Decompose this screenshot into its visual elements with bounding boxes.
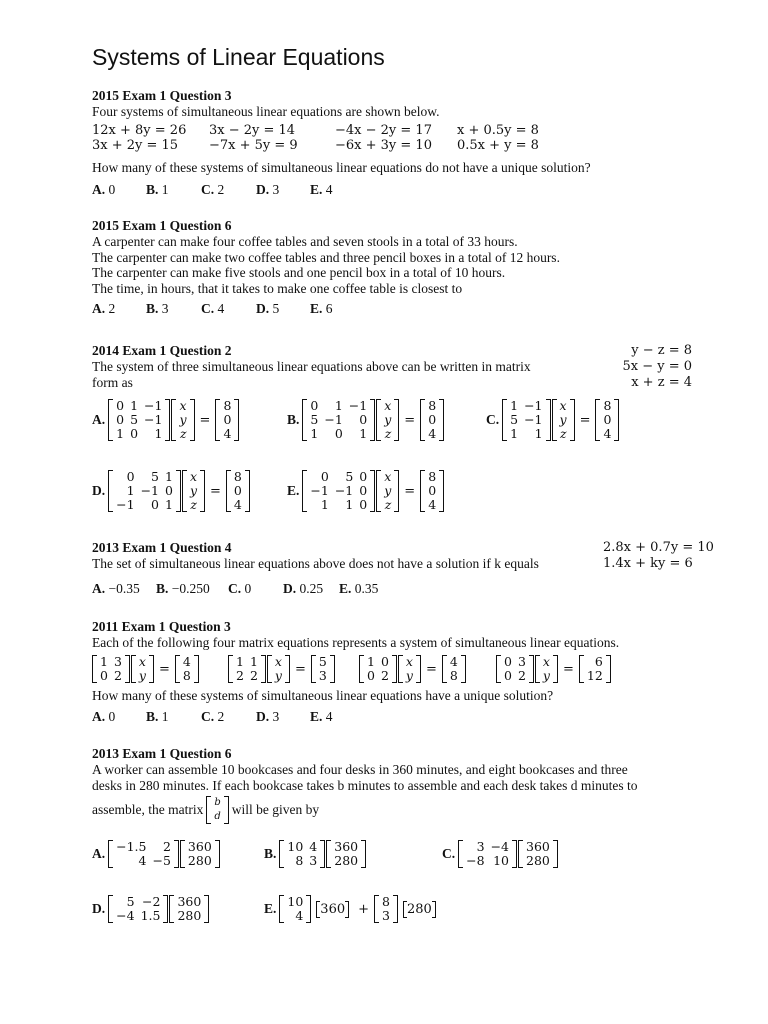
matrix-cell: −1	[144, 398, 163, 413]
equation: 3x − 2y = 14	[209, 123, 296, 138]
question-2014-q2	[92, 343, 531, 390]
option-c[interactable]: C. 0	[228, 581, 252, 596]
option-b[interactable]: B. 0 1 −1 5 −1 0 1 0 1 x y z = 8 0 4	[287, 399, 444, 441]
matrix-cell: y	[189, 483, 198, 498]
matrix-cell: 8	[223, 398, 232, 413]
matrix-cell: 4	[223, 426, 232, 441]
matrix-cell: 0	[367, 668, 375, 683]
matrix-cell: 0	[165, 483, 173, 498]
matrix-cell: d	[214, 811, 221, 822]
option-e[interactable]: E. 0 5 0 −1 −1 0 1 1 0 x y z = 8 0 4	[287, 470, 444, 512]
matrix-cell: 4	[138, 853, 147, 868]
matrix-cell: 0	[428, 412, 437, 427]
matrix-cell: 0	[151, 497, 159, 512]
matrix-cell: 0	[334, 426, 343, 441]
equation-system	[622, 343, 692, 391]
question-line: A worker can assemble 10 bookcases and four desks in 360 minutes, and eight bookcases and three	[92, 761, 628, 777]
matrix-cell: 8	[449, 668, 458, 683]
constant-vector	[420, 470, 444, 512]
matrix-cell: 12	[586, 668, 603, 683]
matrix-cell: 0	[320, 469, 329, 484]
option-c[interactable]: C. 1 −1 5 −1 1 1 x y z = 8 0 4	[486, 399, 619, 441]
matrix-cell: 280	[334, 853, 359, 868]
option-a[interactable]: A. 0 1 −1 0 5 −1 1 0 1 x y z = 8 0 4	[92, 399, 239, 441]
matrix-cell: 0	[100, 668, 108, 683]
matrix-cell: x	[384, 398, 392, 413]
matrix-cell: 360	[187, 839, 212, 854]
equation: 2.8x + 0.7y = 10	[603, 540, 714, 555]
question-text: How many of these systems of simultaneous linear equations do not have a unique solution?	[92, 160, 591, 175]
matrix-cell: 4	[309, 839, 318, 854]
matrix-cell: 8	[428, 469, 437, 484]
matrix-cell: 3	[382, 908, 390, 923]
option-d[interactable]: D. 0.25	[283, 581, 324, 596]
option-c[interactable]: C. 2	[201, 709, 225, 724]
option-b[interactable]: B. 1	[146, 709, 169, 724]
coefficient-matrix	[108, 470, 181, 512]
matrix-cell: 4	[428, 497, 437, 512]
matrix-cell: −1.5	[116, 839, 147, 854]
matrix-cell: y	[384, 412, 392, 427]
option-e[interactable]: E. 4	[310, 709, 333, 724]
matrix-cell: y	[138, 668, 146, 683]
matrix-cell: −1	[116, 497, 135, 512]
matrix-cell: −4	[116, 908, 135, 923]
question-intro: Four systems of simultaneous linear equations are shown below.	[92, 103, 440, 119]
option-a[interactable]: A. 0	[92, 182, 116, 197]
matrix-cell: z	[384, 497, 392, 512]
question-2013-q6	[92, 746, 638, 793]
matrix-cell: x	[138, 654, 146, 669]
equation: x + z = 4	[631, 375, 692, 390]
matrix-cell: x	[179, 398, 187, 413]
matrix-cell: z	[190, 497, 198, 512]
matrix-cell: 0	[504, 654, 512, 669]
matrix-cell: 5	[510, 412, 519, 427]
question-intro: Each of the following four matrix equations represents a system of simultaneous linear equations.	[92, 634, 620, 650]
question-line: form as	[92, 374, 133, 390]
matrix-cell: −1	[140, 483, 159, 498]
matrix-cell: x	[384, 469, 392, 484]
question-2015-q6	[92, 218, 560, 297]
matrix-cell: 1	[165, 497, 173, 512]
matrix-cell: 0	[223, 412, 232, 427]
variable-vector	[182, 470, 205, 512]
matrix-cell: 1	[249, 654, 258, 669]
question-line: The carpenter can make two coffee tables and three pencil boxes in a total of 12 hours.	[92, 249, 560, 265]
matrix-cell: b	[214, 797, 221, 808]
equation: 0.5x + y = 8	[457, 138, 539, 153]
question-2013-q4	[92, 540, 539, 572]
matrix-cell: 8	[603, 398, 612, 413]
variable-vector	[376, 399, 399, 441]
coefficient-matrix	[108, 399, 170, 441]
matrix-cell: 8	[233, 469, 242, 484]
matrix-cell: y	[559, 412, 567, 427]
matrix-cell: −4	[490, 839, 509, 854]
matrix-cell: 10	[287, 839, 304, 854]
option-a[interactable]: A. −1.5 2 4 −5 360 280	[92, 840, 220, 868]
option-b[interactable]: B. 1	[146, 182, 169, 197]
constant-vector	[215, 399, 239, 441]
matrix-cell: 280	[187, 853, 212, 868]
matrix-cell: 0	[116, 398, 125, 413]
matrix-cell: 0	[504, 668, 512, 683]
matrix-cell: 3	[476, 839, 485, 854]
bd-vector	[206, 796, 228, 824]
matrix-cell: y	[384, 483, 392, 498]
question-line: A carpenter can make four coffee tables and seven stools in a total of 33 hours.	[92, 233, 518, 249]
question-heading: 2015 Exam 1 Question 6	[92, 218, 232, 233]
variable-vector	[171, 399, 194, 441]
matrix-cell: 4	[233, 497, 242, 512]
variable-vector	[376, 470, 399, 512]
matrix-cell: 0	[359, 469, 368, 484]
matrix-cell: 1	[334, 398, 343, 413]
question-line: The carpenter can make five stools and one pencil box in a total of 10 hours.	[92, 265, 506, 281]
matrix-cell: 1	[359, 426, 368, 441]
matrix-cell: 2	[249, 668, 258, 683]
option-b[interactable]: B. 10 4 8 3 360 280	[264, 840, 366, 868]
matrix-cell: 0	[359, 483, 368, 498]
equation: 12x + 8y = 26	[92, 123, 187, 138]
matrix-cell: 1	[510, 426, 519, 441]
matrix-cell: 4	[603, 426, 612, 441]
matrix-cell: −1	[334, 483, 354, 498]
question-heading: 2014 Exam 1 Question 2	[92, 343, 232, 358]
matrix-cell: 4	[182, 654, 191, 669]
constant-vector	[226, 470, 250, 512]
matrix-equation-3: 1 0 0 2 x y = 4 8	[359, 655, 466, 688]
matrix-cell: −1	[324, 412, 343, 427]
matrix-cell: 8	[182, 668, 191, 683]
matrix-cell: 5	[310, 412, 319, 427]
option-c[interactable]: C. 3 −4 −8 10 360 280	[442, 840, 558, 868]
matrix-cell: x	[274, 654, 282, 669]
question-heading: 2011 Exam 1 Question 3	[92, 619, 231, 634]
matrix-cell: 0	[359, 412, 368, 427]
matrix-cell: −1	[310, 483, 329, 498]
matrix-cell: 1	[345, 497, 354, 512]
equation: 3x + 2y = 15	[92, 138, 179, 153]
option-a[interactable]: A. 0	[92, 709, 116, 724]
matrix-cell: 2	[380, 668, 389, 683]
option-a[interactable]: A. −0.35	[92, 581, 140, 596]
coefficient-matrix	[302, 470, 375, 512]
option-e[interactable]: E. 6	[310, 301, 333, 316]
equation: −4x − 2y = 17	[335, 123, 432, 138]
matrix-equation-4: 0 3 0 2 x y = 6 12	[496, 655, 611, 688]
matrix-cell: y	[542, 668, 550, 683]
matrix-cell: −5	[152, 853, 171, 868]
option-a[interactable]: A. 2	[92, 301, 116, 316]
matrix-cell: 1	[130, 398, 139, 413]
matrix-equation-2: 1 1 2 2 x y = 5 3	[228, 655, 335, 688]
matrix-cell: 1	[510, 398, 519, 413]
matrix-cell: 2	[162, 839, 171, 854]
constant-vector	[420, 399, 444, 441]
matrix-cell: 1	[534, 426, 543, 441]
matrix-cell: −1	[144, 412, 163, 427]
matrix-cell: −1	[348, 398, 368, 413]
option-b[interactable]: B. −0.250	[156, 581, 210, 596]
constant-vector	[595, 399, 619, 441]
option-e[interactable]: E. 10 4 360 + 8 3 280	[264, 895, 440, 923]
equation: −6x + 3y = 10	[335, 138, 432, 153]
equation: x + 0.5y = 8	[457, 123, 539, 138]
matrix-cell: 4	[428, 426, 437, 441]
matrix-cell: 1.5	[140, 908, 161, 923]
matrix-cell: y	[274, 668, 282, 683]
matrix-equation-1: 1 3 0 2 x y = 4 8	[92, 655, 199, 688]
matrix-cell: 3	[309, 853, 318, 868]
question-line: The system of three simultaneous linear equations above can be written in matrix	[92, 358, 531, 374]
question-line: The time, in hours, that it takes to make one coffee table is closest to	[92, 281, 463, 297]
matrix-cell: 1	[320, 497, 329, 512]
question-2015-q3	[92, 88, 712, 120]
equation: y − z = 8	[631, 343, 692, 358]
matrix-cell: 1	[126, 483, 135, 498]
question-text: How many of these systems of simultaneous linear equations have a unique solution?	[92, 688, 554, 703]
matrix-cell: 1	[116, 426, 125, 441]
question-2011-q3	[92, 619, 619, 651]
matrix-cell: 0	[380, 654, 389, 669]
equation-system	[603, 540, 714, 572]
question-line: assemble, the matrix b d will be given by	[92, 797, 320, 822]
matrix-cell: 5	[318, 654, 327, 669]
matrix-cell: 0	[126, 469, 135, 484]
matrix-cell: −2	[142, 894, 161, 909]
question-heading: 2013 Exam 1 Question 6	[92, 746, 232, 761]
matrix-cell: 0	[603, 412, 612, 427]
matrix-cell: x	[559, 398, 567, 413]
matrix-cell: 3	[113, 654, 122, 669]
option-d[interactable]: D. 5	[256, 301, 280, 316]
matrix-cell: 1	[310, 426, 319, 441]
matrix-cell: 360	[526, 839, 550, 854]
option-c[interactable]: C. 4	[201, 301, 225, 316]
matrix-cell: 8	[382, 894, 390, 909]
matrix-cell: 2	[113, 668, 122, 683]
question-heading: 2013 Exam 1 Question 4	[92, 540, 232, 555]
matrix-cell: x	[189, 469, 198, 484]
matrix-cell: 5	[126, 894, 135, 909]
option-d[interactable]: D. 3	[256, 709, 280, 724]
matrix-cell: 280	[177, 908, 202, 923]
matrix-cell: 1	[236, 654, 244, 669]
matrix-cell: 1	[165, 469, 173, 484]
matrix-cell: 0	[130, 426, 139, 441]
matrix-cell: 360	[334, 839, 359, 854]
matrix-cell: y	[405, 668, 413, 683]
matrix-cell: 280	[526, 853, 550, 868]
question-line: The set of simultaneous linear equations above does not have a solution if k equals	[92, 555, 539, 571]
matrix-cell: z	[384, 426, 392, 441]
matrix-cell: 0	[310, 398, 319, 413]
page-title: Systems of Linear Equations	[92, 44, 385, 70]
equation: 5x − y = 0	[622, 359, 692, 374]
matrix-cell: 3	[517, 654, 526, 669]
option-d[interactable]: D. 0 5 1 1 −1 0 −1 0 1 x y z = 8 0 4	[92, 470, 250, 512]
option-d[interactable]: D. 5 −2 −4 1.5 360 280	[92, 895, 209, 923]
matrix-cell: 0	[233, 483, 242, 498]
matrix-cell: −1	[524, 412, 543, 427]
matrix-cell: −1	[524, 398, 543, 413]
matrix-cell: y	[179, 412, 187, 427]
matrix-cell: 10	[493, 853, 509, 868]
matrix-cell: 2	[236, 668, 244, 683]
matrix-cell: −8	[466, 853, 485, 868]
option-b[interactable]: B. 3	[146, 301, 169, 316]
matrix-cell: 8	[428, 398, 437, 413]
system-4	[457, 123, 539, 153]
matrix-cell: 0	[428, 483, 437, 498]
coefficient-matrix	[502, 399, 550, 441]
option-c[interactable]: C. 2	[201, 182, 225, 197]
matrix-cell: 1	[154, 426, 163, 441]
matrix-cell: x	[405, 654, 413, 669]
matrix-cell: 10	[287, 894, 304, 909]
system-3	[335, 123, 432, 153]
question-heading: 2015 Exam 1 Question 3	[92, 88, 232, 103]
equation: −7x + 5y = 9	[209, 138, 298, 153]
option-d[interactable]: D. 3	[256, 182, 280, 197]
system-2	[209, 123, 298, 153]
matrix-cell: 4	[295, 908, 304, 923]
matrix-cell: 2	[517, 668, 526, 683]
matrix-cell: z	[559, 426, 567, 441]
matrix-cell: 6	[594, 654, 603, 669]
system-1	[92, 123, 186, 153]
matrix-cell: 0	[116, 412, 125, 427]
variable-vector	[552, 399, 575, 441]
matrix-cell: 5	[345, 469, 354, 484]
matrix-cell: x	[542, 654, 550, 669]
matrix-cell: 4	[449, 654, 458, 669]
matrix-cell: 1	[100, 654, 108, 669]
matrix-cell: 3	[318, 668, 327, 683]
matrix-cell: 5	[130, 412, 139, 427]
question-line: desks in 280 minutes. If each bookcase takes b minutes to assemble and each desk takes d minutes to	[92, 777, 638, 793]
matrix-cell: 8	[295, 853, 304, 868]
option-e[interactable]: E. 4	[310, 182, 333, 197]
matrix-cell: 360	[177, 894, 202, 909]
matrix-cell: z	[179, 426, 187, 441]
option-e[interactable]: E. 0.35	[339, 581, 379, 596]
equation: 1.4x + ky = 6	[603, 556, 693, 571]
coefficient-matrix	[302, 399, 375, 441]
matrix-cell: 5	[151, 469, 159, 484]
matrix-cell: 0	[359, 497, 368, 512]
matrix-cell: 1	[367, 654, 375, 669]
